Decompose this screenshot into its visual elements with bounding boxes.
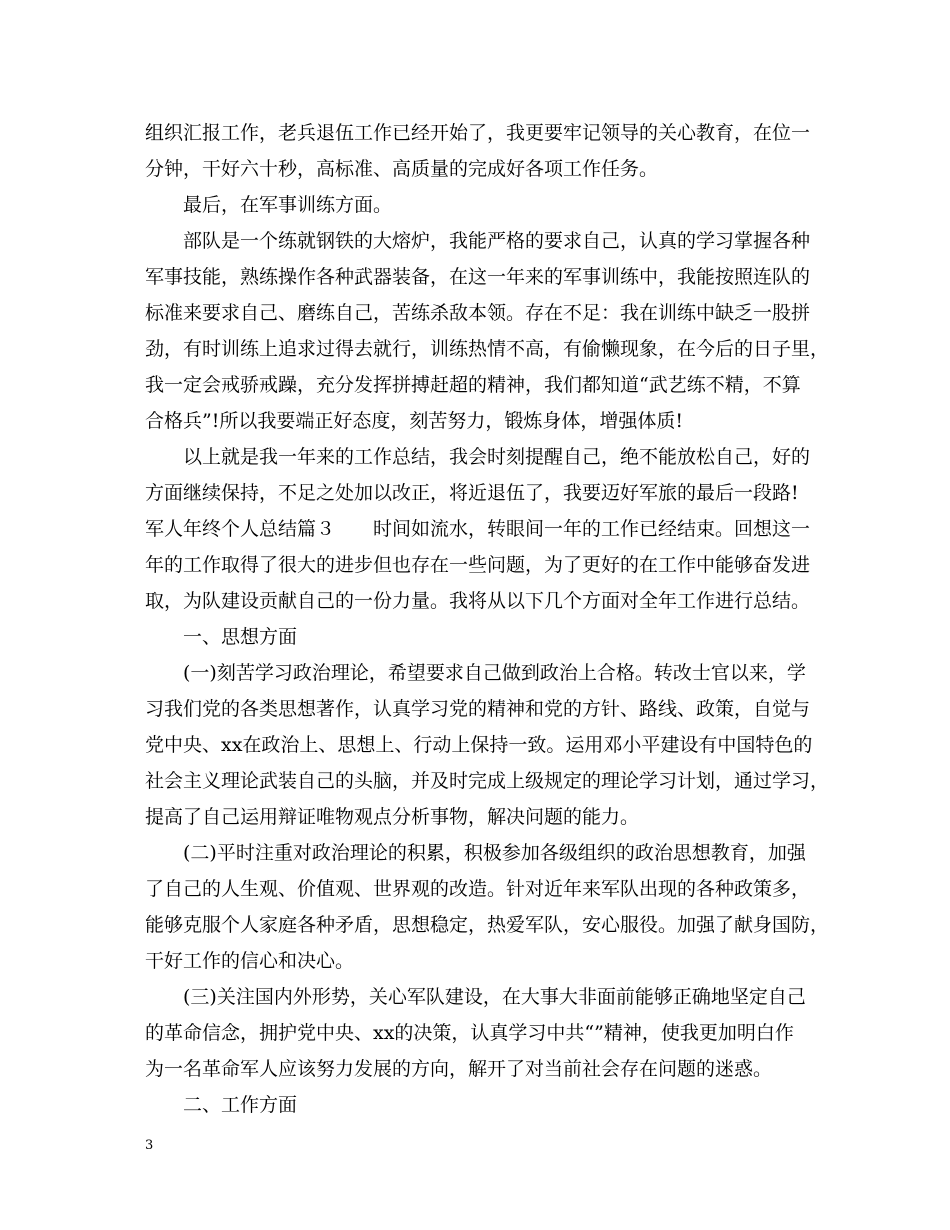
body-text-line: 能够克服个人家庭各种矛盾，思想稳定，热爱军队，安心服役。加强了献身国防， [145, 914, 830, 936]
body-text-line: 军事技能，熟练操作各种武器装备，在这一年来的军事训练中，我能按照连队的 [145, 266, 811, 288]
body-text-line: 我一定会戒骄戒躁，充分发挥拼搏赶超的精神，我们都知道“武艺练不精，不算 [145, 374, 801, 396]
body-text-line: 劲，有时训练上追求过得去就行，训练热情不高，有偷懒现象，在今后的日子里， [145, 338, 830, 360]
body-text-line: 社会主义理论武装自己的头脑，并及时完成上级规定的理论学习计划，通过学习， [145, 770, 830, 792]
section-heading-thought: 一、思想方面 [183, 626, 298, 648]
paragraph-first-line: 部队是一个练就钢铁的大熔炉，我能严格的要求自己，认真的学习掌握各种 [183, 230, 811, 252]
paragraph-first-line: (二)平时注重对政治理论的积累，积极参加各级组织的政治思想教育，加强 [183, 842, 806, 864]
body-text-line: 为一名革命军人应该努力发展的方向，解开了对当前社会存在问题的迷惑。 [145, 1058, 773, 1080]
body-text-line: 干好工作的信心和决心。 [145, 950, 355, 972]
body-text-line: 取，为队建设贡献自己的一份力量。我将从以下几个方面对全年工作进行总结。 [145, 590, 811, 612]
body-text-line: 组织汇报工作，老兵退伍工作已经开始了，我更要牢记领导的关心教育，在位一 [145, 122, 811, 144]
body-text-line: 的革命信念，拥护党中央、xx的决策，认真学习中共“”精神，使我更加明白作 [145, 1022, 794, 1044]
paragraph-first-line: (三)关注国内外形势，关心军队建设，在大事大非面前能够正确地坚定自己 [183, 986, 806, 1008]
paragraph-first-line: 以上就是我一年来的工作总结，我会时刻提醒自己，绝不能放松自己，好的 [183, 446, 811, 468]
body-text-line: 了自己的人生观、价值观、世界观的改造。针对近年来军队出现的各种政策多， [145, 878, 811, 900]
section-heading-work: 二、工作方面 [183, 1094, 298, 1116]
body-text-line: 习我们党的各类思想著作，认真学习党的精神和党的方针、路线、政策，自觉与 [145, 698, 811, 720]
article-title-line: 军人年终个人总结篇３ 时间如流水，转眼间一年的工作已经结束。回想这一 [145, 518, 811, 540]
section-heading-training: 最后，在军事训练方面。 [183, 194, 393, 216]
page-number: 3 [145, 1138, 154, 1153]
paragraph-first-line: (一)刻苦学习政治理论，希望要求自己做到政治上合格。转改士官以来，学 [183, 662, 806, 684]
body-text-line: 提高了自己运用辩证唯物观点分析事物，解决问题的能力。 [145, 806, 640, 828]
body-text-line: 分钟，干好六十秒，高标准、高质量的完成好各项工作任务。 [145, 158, 659, 180]
body-text-line: 党中央、xx在政治上、思想上、行动上保持一致。运用邓小平建设有中国特色的 [145, 734, 813, 756]
body-text-line: 标准来要求自己、磨练自己，苦练杀敌本领。存在不足：我在训练中缺乏一股拼 [145, 302, 811, 324]
body-text-line: 合格兵”!所以我要端正好态度，刻苦努力，锻炼身体，增强体质! [145, 410, 683, 432]
body-text-line: 年的工作取得了很大的进步但也存在一些问题，为了更好的在工作中能够奋发进 [145, 554, 811, 576]
body-text-line: 方面继续保持，不足之处加以改正，将近退伍了，我要迈好军旅的最后一段路! [145, 482, 799, 504]
